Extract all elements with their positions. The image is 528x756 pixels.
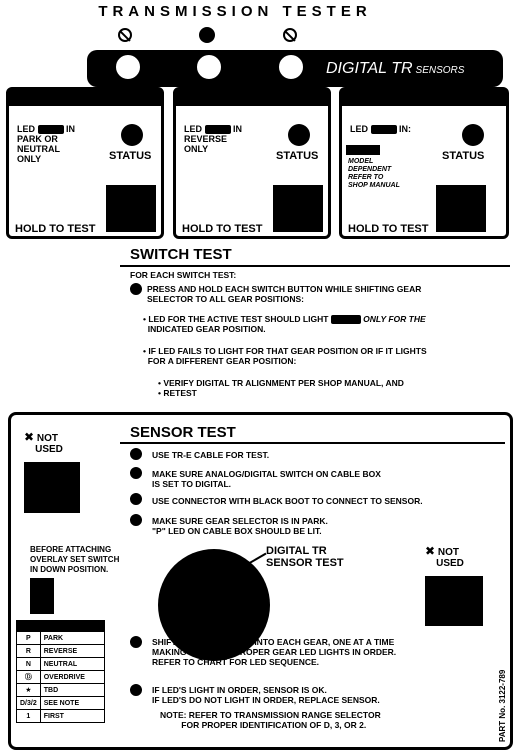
- status-led: [288, 124, 310, 146]
- switch-step-1: PRESS AND HOLD EACH SWITCH BUTTON WHILE SHIFTING GEAR SELECTOR TO ALL GEAR POSITIONS:: [147, 284, 422, 304]
- switch-test-intro: FOR EACH SWITCH TEST:: [130, 270, 237, 280]
- divider: [120, 442, 505, 444]
- status-label: STATUS: [276, 150, 319, 162]
- switch-bullet-3: • VERIFY DIGITAL TR ALIGNMENT PER SHOP MANUAL, AND • RETEST: [158, 378, 404, 398]
- switch-panel-reverse: [173, 87, 331, 239]
- step-bullet: [130, 684, 142, 696]
- before-attaching-note: BEFORE ATTACHING OVERLAY SET SWITCH IN DOWN POSITION.: [30, 545, 120, 574]
- switch-test-header: SWITCH TEST: [130, 246, 232, 263]
- model-dependent-note: MODEL DEPENDENT REFER TO SHOP MANUAL: [348, 158, 400, 189]
- panel-band: [9, 90, 161, 106]
- switch-bullet-1: • LED FOR THE ACTIVE TEST SHOULD LIGHT ONLY FOR THE INDICATED GEAR POSITION.: [143, 314, 426, 335]
- part-number: PART No. 3122-789: [498, 669, 507, 742]
- legend-row: R REVERSE: [17, 645, 105, 658]
- switch-bullet-2: • IF LED FAILS TO LIGHT FOR THAT GEAR POSITION OR IF IT LIGHTS FOR A DIFFERENT GEAR POSITION:: [143, 346, 427, 366]
- led-caption: LED IN REVERSE ONLY: [184, 124, 243, 155]
- hold-to-test-button[interactable]: [273, 185, 323, 232]
- hold-to-test-button[interactable]: [436, 185, 486, 232]
- gear-legend: [16, 620, 105, 723]
- hold-to-test-label: HOLD TO TEST: [15, 223, 96, 235]
- led-indicator: [114, 53, 142, 81]
- overlay-switch[interactable]: [30, 578, 54, 614]
- panel-band: [176, 90, 328, 106]
- led-caption: LED IN PARK OR NEUTRAL ONLY: [17, 124, 76, 165]
- unused-button: [425, 576, 483, 626]
- sensor-step-2: MAKE SURE ANALOG/DIGITAL SWITCH ON CABLE BOX IS SET TO DIGITAL.: [152, 469, 381, 489]
- step-bullet: [130, 467, 142, 479]
- legend-header: [17, 621, 105, 632]
- led-swatch: [346, 145, 380, 155]
- step-bullet: [130, 283, 142, 295]
- legend-row: P PARK: [17, 632, 105, 645]
- divider: [120, 265, 510, 267]
- step-bullet: [130, 448, 142, 460]
- switch-panel-park-neutral: [6, 87, 164, 239]
- filled-symbol-icon: [199, 27, 215, 43]
- sensor-step-5: SHIFT GEAR SELECTOR INTO EACH GEAR, ONE AT A TIME MAKING SURE THE PROPER GEAR LED LIGHTS IN ORDER. REFER TO CHART FOR LED SEQUENCE.: [152, 637, 397, 667]
- hold-to-test-label: HOLD TO TEST: [182, 223, 263, 235]
- sensor-test-header: SENSOR TEST: [130, 424, 236, 441]
- led-indicator: [277, 53, 305, 81]
- sensor-step-4: MAKE SURE GEAR SELECTOR IS IN PARK. "P" LED ON CABLE BOX SHOULD BE LIT.: [152, 516, 328, 536]
- note: NOTE: REFER TO TRANSMISSION RANGE SELECTOR FOR PROPER IDENTIFICATION OF D, 3, OR 2.: [160, 710, 381, 730]
- legend-row: 1 FIRST: [17, 710, 105, 723]
- sensor-step-3: USE CONNECTOR WITH BLACK BOOT TO CONNECT TO SENSOR.: [152, 496, 423, 506]
- legend-row: N NEUTRAL: [17, 658, 105, 671]
- step-bullet: [130, 493, 142, 505]
- status-label: STATUS: [109, 150, 152, 162]
- legend-row: D/3/2 SEE NOTE: [17, 697, 105, 710]
- not-used-label: ✖ NOT USED: [425, 544, 464, 569]
- switch-panel-model-dependent: [339, 87, 509, 239]
- hold-to-test-button[interactable]: [106, 185, 156, 232]
- page-title: TRANSMISSION TESTER: [98, 3, 372, 20]
- unused-button: [24, 462, 80, 513]
- prohibited-symbol-icon: [118, 28, 132, 42]
- prohibited-symbol-icon: [283, 28, 297, 42]
- sensor-step-1: USE TR-E CABLE FOR TEST.: [152, 450, 270, 460]
- led-caption: LED IN:: [350, 124, 412, 134]
- sensor-step-6: IF LED'S LIGHT IN ORDER, SENSOR IS OK. IF LED'S DO NOT LIGHT IN ORDER, REPLACE SENSOR.: [152, 685, 380, 705]
- not-used-label: ✖ NOT USED: [24, 430, 63, 455]
- step-bullet: [130, 636, 142, 648]
- status-led: [121, 124, 143, 146]
- status-led: [462, 124, 484, 146]
- legend-row: ★ TBD: [17, 684, 105, 697]
- led-indicator: [195, 53, 223, 81]
- sensor-label: DIGITAL TR SENSOR TEST: [266, 545, 344, 569]
- brand-label: DIGITAL TR SENSORS: [326, 60, 465, 77]
- legend-row: Ⓓ OVERDRIVE: [17, 671, 105, 684]
- panel-band: [342, 90, 506, 106]
- status-label: STATUS: [442, 150, 485, 162]
- hold-to-test-label: HOLD TO TEST: [348, 223, 429, 235]
- step-bullet: [130, 514, 142, 526]
